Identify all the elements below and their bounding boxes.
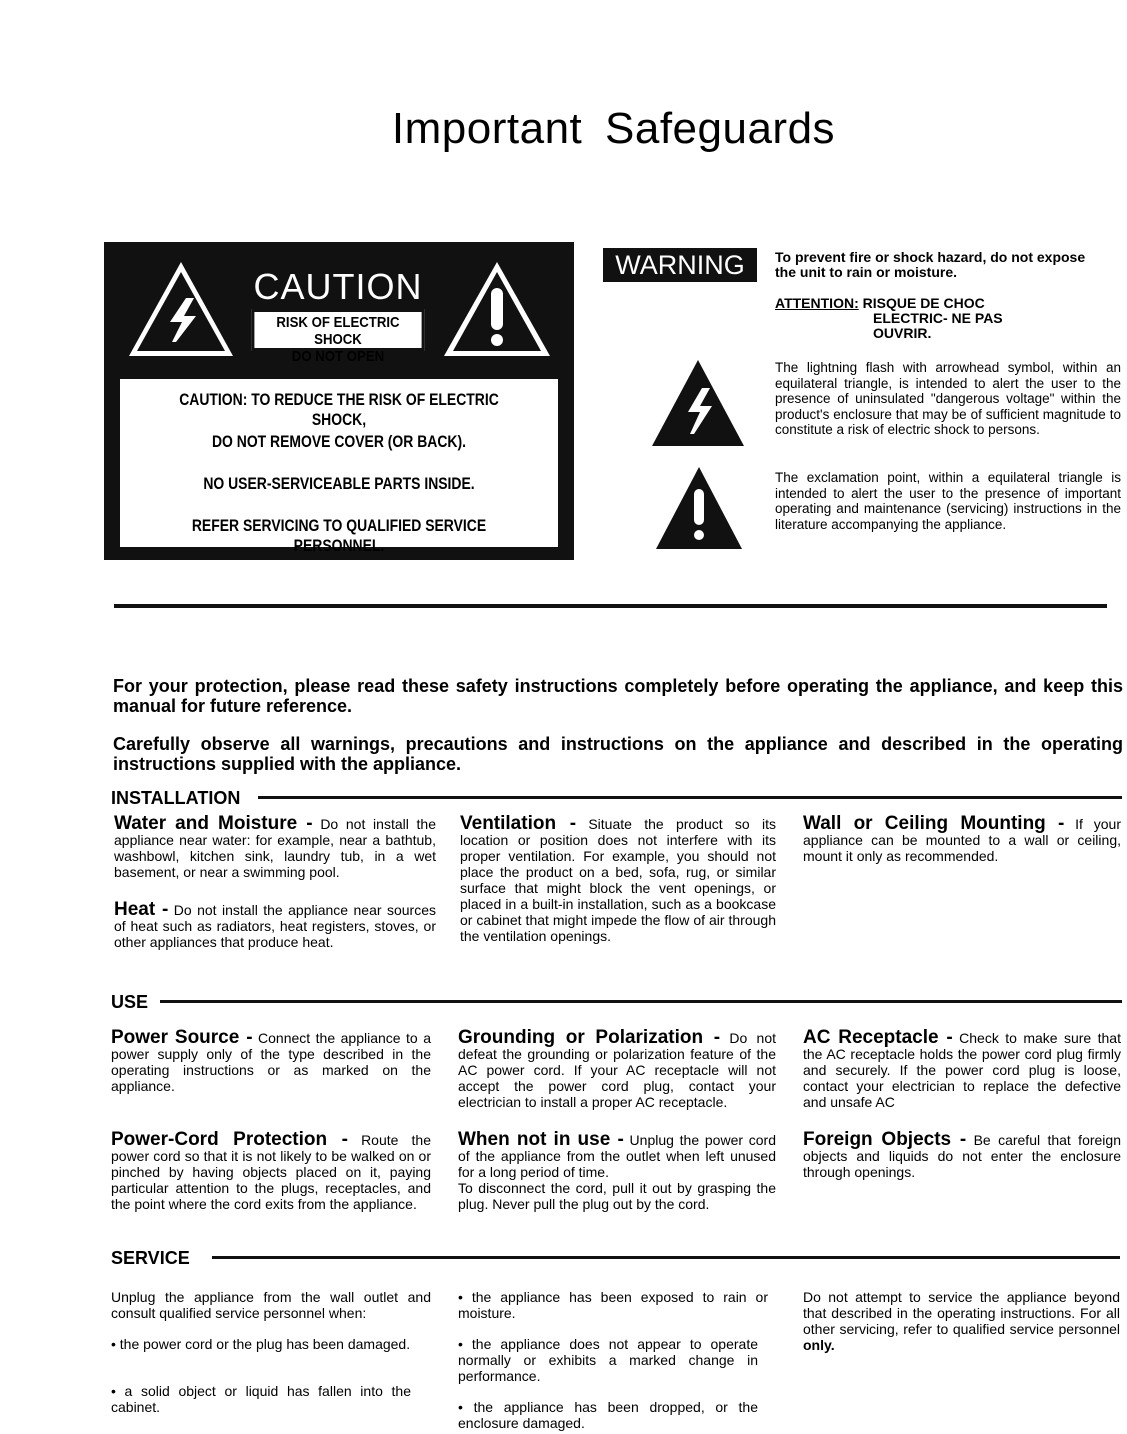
service-bullet-4: • the appliance does not appear to operate normally or exhibits a marked change in performance. <box>458 1336 758 1384</box>
ventilation-text: Situate the product so its location or position does not interfere with its proper ventilation. For example, you should not place the product on a bed, sofa, rug, or similar surface that might block the vent openings, or placed in a built-in installation, such as a bookcase or cabinet that might impede the flow of air through the ventilation openings. <box>460 816 776 944</box>
service-note-only: only. <box>803 1337 835 1353</box>
caution-line-3: NO USER-SERVICEABLE PARTS INSIDE. <box>203 474 475 493</box>
exclamation-symbol-icon <box>654 465 744 551</box>
foreign-objects-text: Be careful that foreign objects and liquids do not enter the enclosure through openings. <box>803 1132 1121 1180</box>
foreign-objects-heading: Foreign Objects - <box>803 1129 967 1150</box>
power-cord-text: Route the power cord so that it is not likely to be walked on or pinched by having objects placed on it, paying particular attention to the plugs, receptacles, and the point where the cord exits from the appliance. <box>111 1132 431 1212</box>
wall-mounting-heading: Wall or Ceiling Mounting - <box>803 813 1065 834</box>
caution-line-1: CAUTION: TO REDUCE THE RISK OF ELECTRIC SHOCK, <box>179 390 499 429</box>
caution-line-4: REFER SERVICING TO QUALIFIED SERVICE PERSONNEL. <box>191 516 487 555</box>
power-source-text: Connect the appliance to a power supply only of the type described in the operating instructions or as marked on the appliance. <box>111 1030 431 1094</box>
wall-mounting-text: If your appliance can be mounted to a wall or ceiling, mount it only as recommended. <box>803 816 1121 864</box>
exclamation-warning-icon <box>440 258 554 358</box>
ventilation-heading: Ventilation - <box>460 813 577 834</box>
service-rule <box>212 1256 1120 1259</box>
warning-text-2: the unit to rain or moisture. <box>775 264 958 280</box>
page-title: Important Safeguards <box>391 104 836 153</box>
divider <box>114 604 1107 608</box>
intro-paragraph-1: For your protection, please read these safety instructions completely before operating the appliance, and keep this manual for future reference. <box>113 676 1123 716</box>
caution-line-2: DO NOT REMOVE COVER (OR BACK). <box>211 432 467 451</box>
power-cord-item <box>111 1129 431 1212</box>
service-intro: Unplug the appliance from the wall outlet and consult qualified service personnel when: <box>111 1289 431 1321</box>
service-bullet-3: • the appliance has been exposed to rain or moisture. <box>458 1289 768 1321</box>
power-source-heading: Power Source - <box>111 1027 253 1048</box>
foreign-objects-item <box>803 1129 1121 1180</box>
caution-sub-line-2: DO NOT OPEN <box>291 348 385 365</box>
heat-heading: Heat - <box>114 899 169 920</box>
installation-heading: INSTALLATION <box>111 788 241 808</box>
power-cord-heading: Power-Cord Protection - <box>111 1129 348 1150</box>
attention-text-1: RISQUE DE CHOC <box>862 295 985 311</box>
use-heading: USE <box>111 992 149 1012</box>
heat-text: Do not install the appliance near sources of heat such as radiators, heat registers, stoves, or other appliances that produce heat. <box>114 902 436 950</box>
lightning-symbol-icon <box>650 358 746 448</box>
not-in-use-text: Unplug the power cord of the appliance from the outlet when left unused for a long period of time. <box>458 1132 776 1180</box>
service-bullet-5: • the appliance has been dropped, or the enclosure damaged. <box>458 1399 758 1431</box>
caution-word: CAUTION <box>240 266 436 308</box>
water-moisture-item <box>114 813 436 880</box>
attention-label: ATTENTION: <box>775 295 859 311</box>
service-bullet-2: • a solid object or liquid has fallen into the cabinet. <box>111 1383 411 1415</box>
caution-subtext <box>252 309 424 365</box>
installation-rule <box>258 796 1122 799</box>
not-in-use-heading: When not in use - <box>458 1129 624 1150</box>
ac-receptacle-heading: AC Receptacle - <box>803 1027 953 1048</box>
intro-paragraph-2: Carefully observe all warnings, precautions and instructions on the appliance and described in the operating instructions supplied with the appliance. <box>113 734 1123 774</box>
exclamation-description: The exclamation point, within a equilateral triangle is intended to alert the user to the presence of important operating and maintenance (servicing) instructions in the literature accompanying the appliance. <box>775 470 1121 532</box>
use-rule <box>160 1000 1122 1003</box>
attention-text-3: OUVRIR. <box>873 325 932 341</box>
lightning-warning-icon <box>126 258 236 358</box>
attention-line <box>775 296 985 311</box>
ac-receptacle-text: Check to make sure that the AC receptacle holds the power cord plug firmly and securely. If the power cord plug is loose, contact your electrician to replace the defective and unsafe AC <box>803 1030 1121 1110</box>
heat-item <box>114 899 436 950</box>
grounding-item <box>458 1027 777 1110</box>
caution-sub-line-1: RISK OF ELECTRIC SHOCK <box>276 314 400 348</box>
service-note-text: Do not attempt to service the appliance beyond that described in the operating instructions. For all other servicing, refer to qualified service personnel <box>803 1289 1120 1337</box>
power-source-item <box>111 1027 431 1094</box>
attention-text-2: ELECTRIC- NE PAS <box>873 310 1003 326</box>
service-note <box>803 1289 1120 1353</box>
warning-text-1: To prevent fire or shock hazard, do not expose <box>775 249 1086 265</box>
service-heading: SERVICE <box>111 1248 190 1268</box>
ventilation-item <box>460 813 776 944</box>
warning-word: WARNING <box>603 248 757 282</box>
not-in-use-text-2: To disconnect the cord, pull it out by grasping the plug. Never pull the plug out by the cord. <box>458 1180 776 1212</box>
not-in-use-item <box>458 1129 776 1212</box>
wall-mounting-item <box>803 813 1121 864</box>
water-moisture-heading: Water and Moisture - <box>114 813 313 834</box>
water-moisture-text: Do not install the appliance near water: for example, near a bathtub, washbowl, kitchen sink, laundry tub, in a wet basement, or near a swimming pool. <box>114 816 436 880</box>
ac-receptacle-item <box>803 1027 1121 1110</box>
service-bullet-1: • the power cord or the plug has been damaged. <box>111 1336 411 1352</box>
lightning-description: The lightning flash with arrowhead symbol, within an equilateral triangle, is intended to alert the user to the presence of uninsulated "dangerous voltage" within the product's enclosure that may be of sufficient magnitude to constitute a risk of electric shock to persons. <box>775 360 1121 437</box>
grounding-heading: Grounding or Polarization - <box>458 1027 721 1048</box>
grounding-text: Do not defeat the grounding or polarization feature of the AC power cord. If your AC receptacle will not accept the power cord plug, contact your electrician to install a proper AC receptacle. <box>458 1030 777 1110</box>
